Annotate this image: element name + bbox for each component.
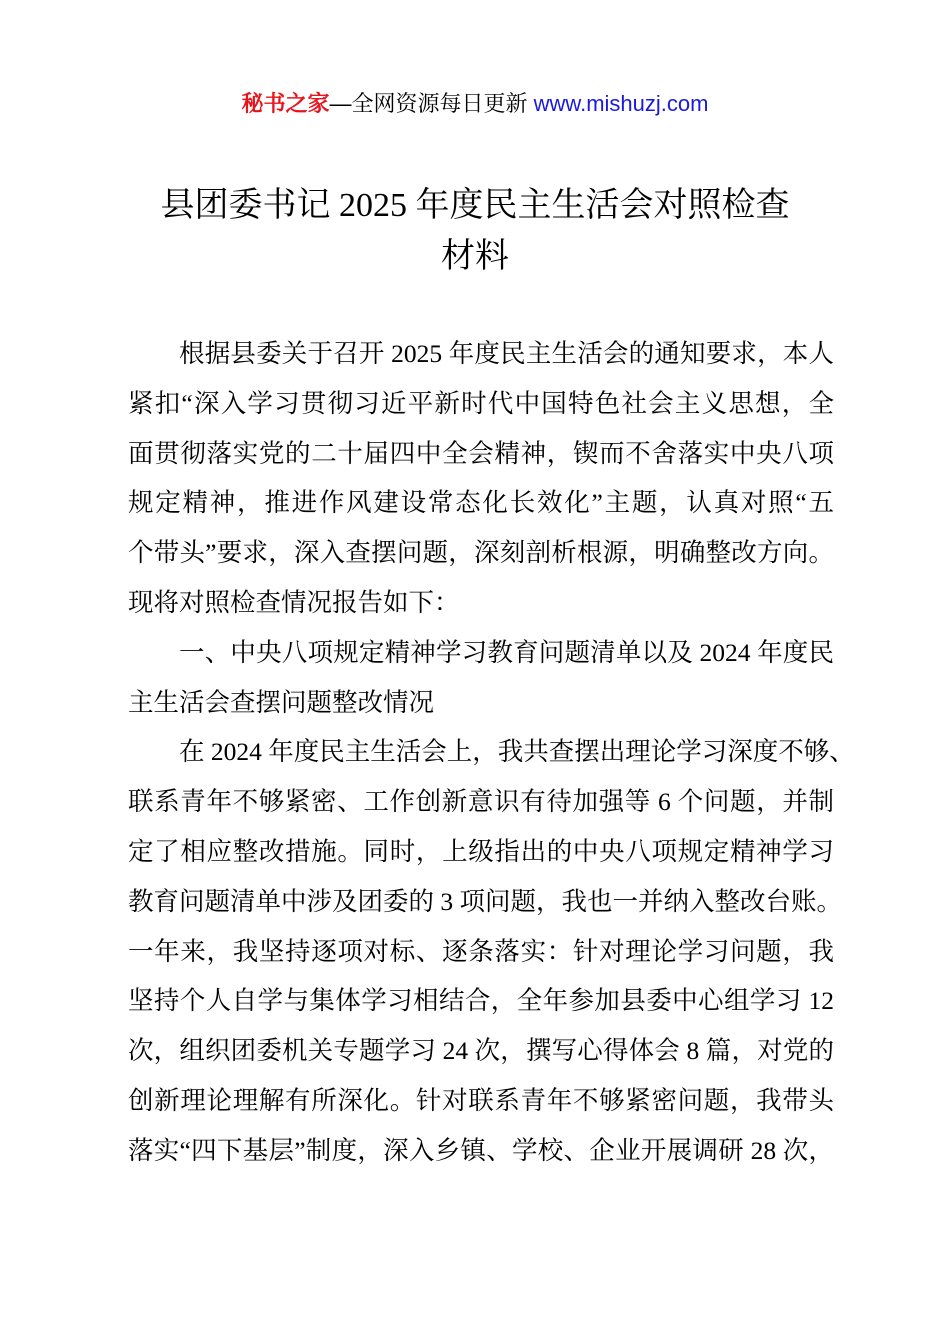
body-text-line: 落实“四下基层”制度，深入乡镇、学校、企业开展调研 28 次， [128,1135,834,1165]
brand-name: 秘书之家 [241,91,330,116]
body-text-line: 规定精神，推进作风建设常态化长效化”主题，认真对照“五 [128,488,834,518]
body-text-line: 创新理论理解有所深化。针对联系青年不够紧密问题，我带头 [128,1085,834,1115]
body-text-line: 面贯彻落实党的二十届四中全会精神，锲而不舍落实中央八项 [128,438,834,468]
title-line-2: 材料 [441,238,509,275]
body-text-line: 一、中央八项规定精神学习教育问题清单以及 2024 年度民 [179,637,834,667]
body-text-line: 联系青年不够紧密、工作创新意识有待加强等 6 个问题，并制 [128,787,834,817]
body-text-line: 一年来，我坚持逐项对标、逐条落实：针对理论学习问题，我 [128,936,834,966]
slogan: —全网资源每日更新 [329,91,534,116]
body-text-line: 在 2024 年度民主生活会上，我共查摆出理论学习深度不够、 [179,737,855,767]
body-text-line: 个带头”要求，深入查摆问题，深刻剖析根源，明确整改方向。 [128,538,834,568]
body-text-line: 坚持个人自学与集体学习相结合，全年参加县委中心组学习 12 [128,986,834,1016]
body-text-line: 次，组织团委机关专题学习 24 次，撰写心得体会 8 篇，对党的 [128,1036,834,1066]
body-text-line: 主生活会查摆问题整改情况 [128,687,435,717]
body-text-line: 教育问题清单中涉及团委的 3 项问题，我也一并纳入整改台账。 [128,886,843,916]
document-body [128,329,855,1176]
site-url-link[interactable]: www.mishuzj.com [533,91,709,116]
body-text-line: 现将对照检查情况报告如下： [128,587,460,617]
body-text-line: 根据县委关于召开 2025 年度民主生活会的通知要求，本人 [179,339,834,368]
title-line-1: 县团委书记 2025 年度民主生活会对照检查 [160,187,790,224]
site-header [0,88,950,120]
document-title [0,180,950,282]
body-text-line: 紧扣“深入学习贯彻习近平新时代中国特色社会主义思想，全 [128,388,834,418]
body-text-line: 定了相应整改措施。同时，上级指出的中央八项规定精神学习 [128,836,834,866]
